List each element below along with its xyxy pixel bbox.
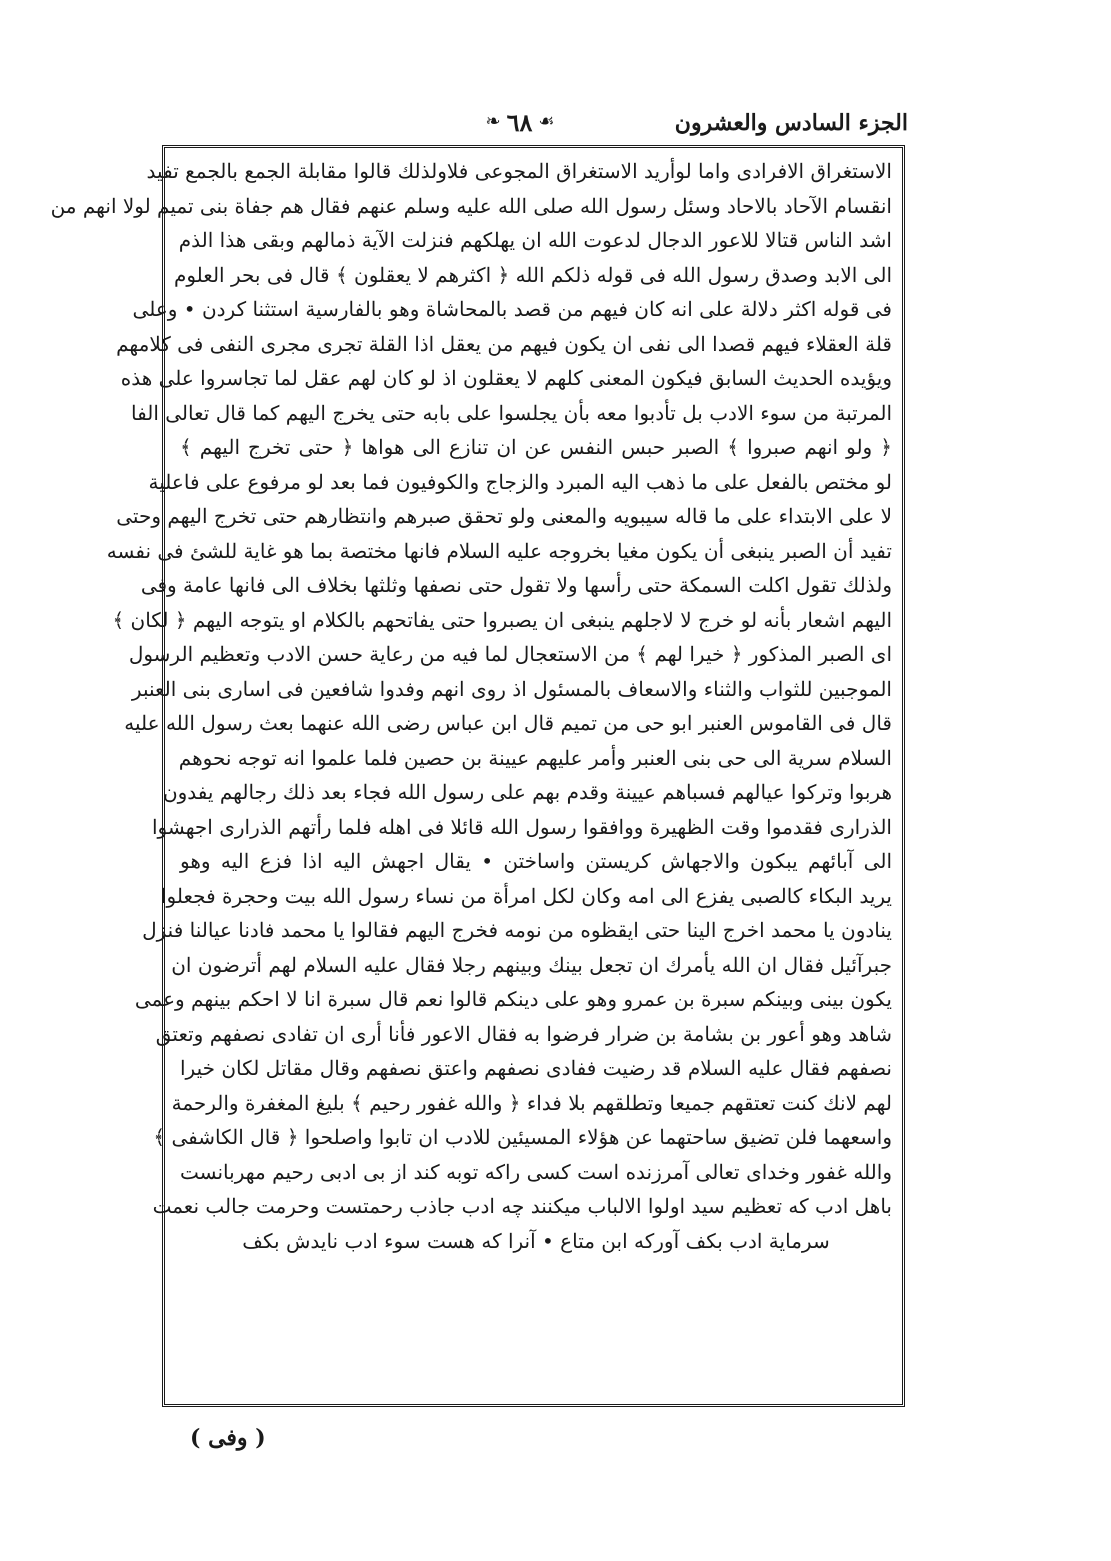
text-line: نصفهم فقال عليه السلام قد رضيت ففادى نصفهم واعتق نصفهم وقال مقاتل لكان خيرا	[180, 1056, 892, 1080]
text-line: اليهم اشعار بأنه لو خرج لا لاجلهم ينبغى ان يصبروا حتى يفاتحهم بالكلام او يتوجه اليهم ﴿ لكان ﴾	[112, 607, 892, 632]
text-line: يريد البكاء كالصبى يفزع الى امه وكان لكل امرأة من نساء رسول الله بيت وحجرة فجعلوا	[161, 883, 892, 908]
left-ornament-icon: ❧	[485, 111, 501, 132]
text-line: ويؤيده الحديث السابق فيكون المعنى كلهم لا يعقلون اذ لو كان لهم عقل لما تجاسروا على هذه	[120, 366, 892, 390]
catchword: ( وفى )	[190, 1425, 266, 1451]
running-title: الجزء السادس والعشرون	[674, 110, 908, 136]
page-number-block	[460, 106, 580, 138]
page-number: ٦٨	[506, 107, 533, 137]
text-line: ولذلك تقول اكلت السمكة حتى رأسها ولا تقول حتى نصفها وثلثها بخلاف الى فانها عامة وفى	[140, 573, 892, 597]
text-line: تفيد أن الصبر ينبغى أن يكون مغيا بخروجه عليه السلام فانها مختصة بما هو غاية للشئ فى نفسه	[106, 538, 892, 563]
text-line: اى الصبر المذكور ﴿ خيرا لهم ﴾ من الاستعجال لما فيه من رعاية حسن الادب وتعظيم الرسول	[128, 642, 892, 666]
text-line: الذرارى فقدموا وقت الظهيرة ووافقوا رسول الله قائلا فى اهله فلما رأتهم الذرارى اجهشوا	[151, 814, 892, 839]
right-ornament-icon: ☙	[538, 111, 555, 132]
text-line: والله غفور وخداى تعالى آمرزنده است كسى راكه توبه كند از بى ادبى رحيم مهربانست	[180, 1159, 892, 1184]
text-line: اشد الناس قتالا للاعور الدجال لدعوت الله ان يهلكهم فنزلت الآية ذمالهم وبقى هذا الذم	[178, 228, 892, 252]
text-line: الى آبائهم يبكون والاجهاش كريستن واساختن • يقال اجهش اليه اذا فزع اليه وهو	[180, 849, 892, 873]
text-line: الاستغراق الافرادى واما لوأريد الاستغراق المجوعى فلاولذلك قالوا مقابلة الجمع بالجمع تفيد	[146, 159, 892, 183]
text-line: الموجبين للثواب والثناء والاسعاف بالمسئول اذ روى انهم وفدوا شافعين فى اسارى بنى العنبر	[131, 676, 892, 701]
text-line: ينادون يا محمد اخرج الينا حتى ايقظوه من نومه فخرج اليهم فقالوا يا محمد فادنا عيالنا فنزل	[142, 918, 892, 942]
text-line: هربوا وتركوا عيالهم فسباهم عيينة وقدم بهم على رسول الله فجاء بعد ذلك رجالهم يفدون	[162, 780, 892, 804]
page-header	[160, 104, 908, 144]
text-line: واسعهما فلن تضيق ساحتهما عن هؤلاء المسيئين للادب ان تابوا واصلحوا ﴿ قال الكاشفى ﴾	[153, 1125, 892, 1149]
text-line: الى الابد وصدق رسول الله فى قوله ذلكم الله ﴿ اكثرهم لا يعقلون ﴾ قال فى بحر العلوم	[173, 262, 892, 287]
text-line: يكون بينى وبينكم سبرة بن عمرو وهو على دينكم قالوا نعم قال سبرة انا لا احكم بينهم وعمى	[134, 987, 892, 1011]
text-line: لو مختص بالفعل على ما ذهب اليه المبرد والزجاج والكوفيون فما بعد لو مرفوع على فاعلية	[148, 469, 892, 494]
text-line: قلة العقلاء فيهم قصدا الى نفى ان يكون فيهم من يعقل اذا القلة تجرى مجرى النفى فى كلامهم	[116, 331, 892, 356]
text-line: المرتبة من سوء الادب بل تأدبوا معه بأن يجلسوا على بابه حتى يخرج اليهم كما قال تعالى الفا	[131, 400, 892, 425]
text-line: فى قوله اكثر دلالة على انه كان فيهم من قصد بالمحاشاة وهو بالفارسية استثنا كردن • وعلى	[132, 297, 892, 321]
main-text-block	[50, 154, 892, 1258]
text-line: لا على الابتداء على ما قاله سيبويه والمعنى ولو تحقق صبرهم وانتظارهم حتى تخرج اليهم وحتى	[116, 504, 892, 528]
verse-line: سرماية ادب بكف آوركه ابن متاع • آنرا كه هست سوء ادب نايدش بكف	[242, 1228, 830, 1253]
text-line: السلام سرية الى حى بنى العنبر وأمر عليهم عيينة بن حصين فلما علموا انه توجه نحوهم	[178, 745, 892, 770]
text-line: قال فى القاموس العنبر ابو حى من تميم قال ابن عباس رضى الله عنهما بعث رسول الله عليه	[124, 711, 892, 735]
text-line: ﴿ ولو انهم صبروا ﴾ الصبر حبس النفس عن ان تنازع الى هواها ﴿ حتى تخرج اليهم ﴾	[180, 435, 892, 459]
text-line: باهل ادب كه تعظيم سيد اولوا الالباب ميكنند چه ادب جاذب رحمتست وحرمت جالب نعمت	[152, 1194, 892, 1218]
text-line: لهم لانك كنت تعتقهم جميعا وتطلقهم بلا فداء ﴿ والله غفور رحيم ﴾ بليغ المغفرة والرحمة	[171, 1090, 892, 1115]
text-line: جبرآئيل فقال ان الله يأمرك ان تجعل بينك وبينهم رجلا فقال عليه السلام لهم أترضون ان	[171, 952, 892, 977]
text-line: شاهد وهو أعور بن بشامة بن ضرار فرضوا به فقال الاعور فأنا أرى ان تفادى نصفهم وتعتق	[155, 1021, 892, 1046]
text-line: انقسام الآحاد بالاحاد وسئل رسول الله صلى الله عليه وسلم عنهم فقال هم جفاة بنى تميم لولا انهم من	[50, 193, 892, 218]
